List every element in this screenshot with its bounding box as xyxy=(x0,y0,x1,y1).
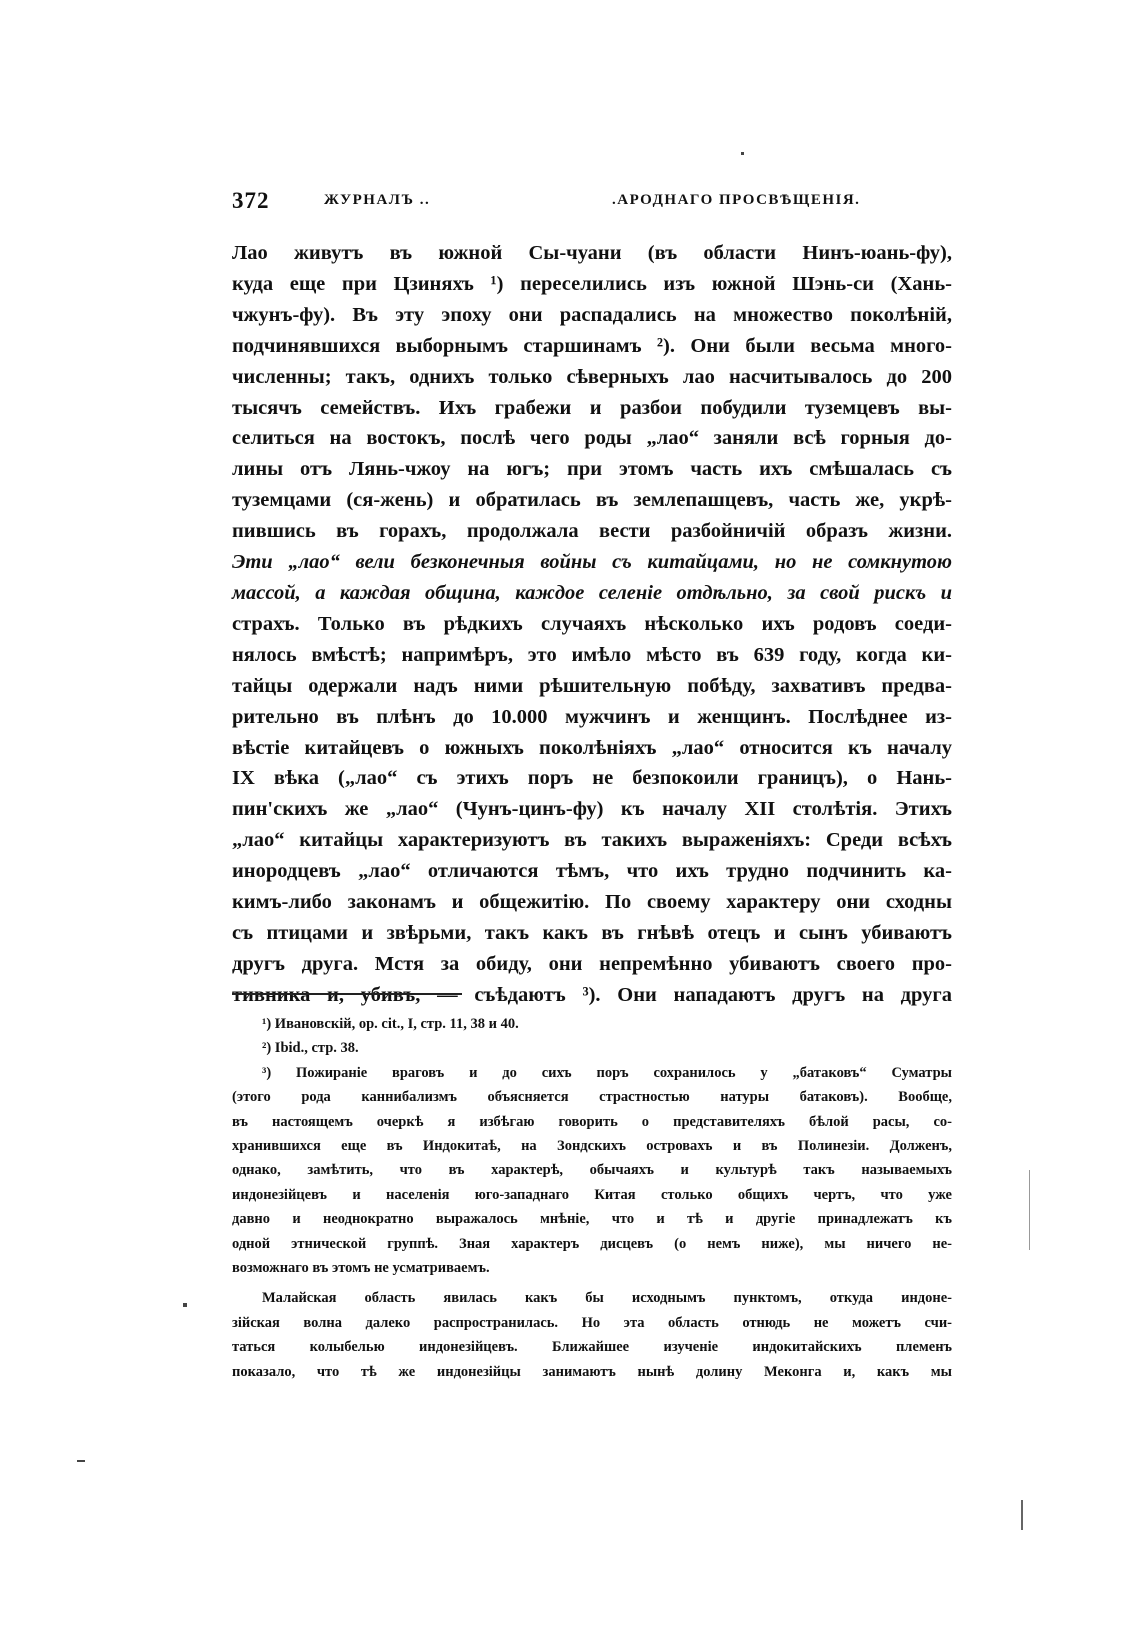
scan-edge-line xyxy=(1029,1170,1030,1250)
scan-edge-line xyxy=(1021,1500,1023,1530)
text-line: куда еще при Цзиняхъ ¹) переселились изъ южной Шэнь-си (Хань- xyxy=(232,272,952,295)
journal-title: ЖУРНАЛЪ .. xyxy=(324,192,431,208)
journal-subtitle: .АРОДНАГО ПРОСВѢЩЕНІЯ. xyxy=(612,192,861,208)
text-line: тысячъ семействъ. Ихъ грабежи и разбои побудили туземцевъ вы- xyxy=(232,396,952,419)
text-line: численны; такъ, однихъ только сѣверныхъ лао насчитывалось до 200 xyxy=(232,365,952,388)
text-line: селиться на востокъ, послѣ чего роды „лао“ заняли всѣ горныя до- xyxy=(232,427,952,450)
text-line: лины отъ Лянь-чжоу на югъ; при этомъ часть ихъ смѣшалась съ xyxy=(232,458,952,481)
scan-speck xyxy=(77,1460,85,1462)
text-line: подчинявшихся выборнымъ старшинамъ ²). Они были весьма много- xyxy=(232,334,952,357)
footnote-1: ¹) Ивановскій, op. cit., I, стр. 11, 38 и 40. xyxy=(262,1016,519,1032)
text-line: рительно въ плѣнъ до 10.000 мужчинъ и женщинъ. Послѣднее из- xyxy=(232,705,952,728)
footnote-separator xyxy=(232,993,462,995)
scan-speck xyxy=(741,152,744,155)
text-line: съ птицами и звѣрьми, такъ какъ въ гнѣвѣ отецъ и сынъ убиваютъ xyxy=(232,921,952,944)
text-line: кимъ-либо законамъ и общежитію. По своему характеру они сходны xyxy=(232,891,952,914)
footnotes xyxy=(232,1012,952,1384)
text-line: пин'скихъ же „лао“ (Чунъ-цинъ-фу) къ началу XII столѣтія. Этихъ xyxy=(232,798,952,821)
text-line: вѣстіе китайцевъ о южныхъ поколѣніяхъ „лао“ относится къ началу xyxy=(232,736,952,759)
main-text xyxy=(232,238,952,1011)
text-line: Лао живутъ въ южной Сы-чуани (въ области Нинъ-юань-фу), xyxy=(232,242,952,264)
text-line: „лао“ китайцы характеризуютъ въ такихъ выраженіяхъ: Среди всѣхъ xyxy=(232,829,952,852)
text-line: чжунъ-фу). Въ эту эпоху они распадались на множество поколѣній, xyxy=(232,303,952,326)
text-line: другъ друга. Мстя за обиду, они непремѣнно убиваютъ своего про- xyxy=(232,952,952,975)
text-line: страхъ. Только въ рѣдкихъ случаяхъ нѣсколько ихъ родовъ соеди- xyxy=(232,612,952,635)
text-line: IX вѣка („лао“ съ этихъ поръ не безпокоили границъ), о Нань- xyxy=(232,767,952,790)
text-line: тивника и, убивъ, — съѣдаютъ ³). Они нападаютъ другъ на друга xyxy=(232,983,952,1006)
text-line-italic: Эти „лао“ вели безконечныя войны съ китайцами, но не сомкнутою xyxy=(232,551,952,574)
scan-speck xyxy=(183,1303,187,1307)
footnote-2: ²) Ibid., стр. 38. xyxy=(262,1040,359,1057)
footnote-3-continuation: Малайская область явилась какъ бы исходнымъ пунктомъ, откуда индоне- зійская волна далеко распространилась. Но эта область отнюдь не можетъ счи- таться колыбелью индонезійцевъ. Ближайшее изученіе индокитайскихъ племенъ показало, что тѣ же индонезійцы занимаютъ нынѣ долину Меконга и, какъ мы xyxy=(232,1290,952,1380)
text-line: тайцы одержали надъ ними рѣшительную побѣду, захвативъ предва- xyxy=(232,674,952,697)
text-line: туземцами (ся-жень) и обратилась въ землепашцевъ, часть же, укрѣ- xyxy=(232,489,952,512)
text-line: инородцевъ „лао“ отличаются тѣмъ, что ихъ трудно подчинить ка- xyxy=(232,860,952,883)
text-line: пившись въ горахъ, продолжала вести разбойничій образъ жизни. xyxy=(232,520,952,543)
page-number: 372 xyxy=(232,188,270,213)
running-head xyxy=(232,188,952,222)
text-line: нялось вмѣстѣ; напримѣръ, это имѣло мѣсто въ 639 году, когда ки- xyxy=(232,643,952,666)
footnote-3: ³) Пожираніе враговъ и до сихъ поръ сохранилось у „батаковъ“ Суматры (этого рода каннибализмъ объясняется страстностью натуры батаковъ). Вообще, въ настоящемъ очеркѣ я избѣгаю говорить о представителяхъ бѣлой расы, со- хранившихся еще въ Индокитаѣ, на Зондскихъ островахъ и въ Полинезіи. Долженъ, однако, замѣтить, что въ характерѣ, обычаяхъ и культурѣ такъ называемыхъ индонезійцевъ и населенія юго-западнаго Китая столько общихъ чертъ, что уже давно и неоднократно выражалось мнѣніе, что и тѣ и другіе принадлежатъ къ одной этнической группѣ. Зная характеръ дисцевъ (о немъ ниже), мы ничего не- возможнаго въ этомъ не усматриваемъ. xyxy=(232,1064,952,1277)
text-line-italic: массой, а каждая община, каждое селеніе отдѣльно, за свой рискъ и xyxy=(232,581,952,604)
